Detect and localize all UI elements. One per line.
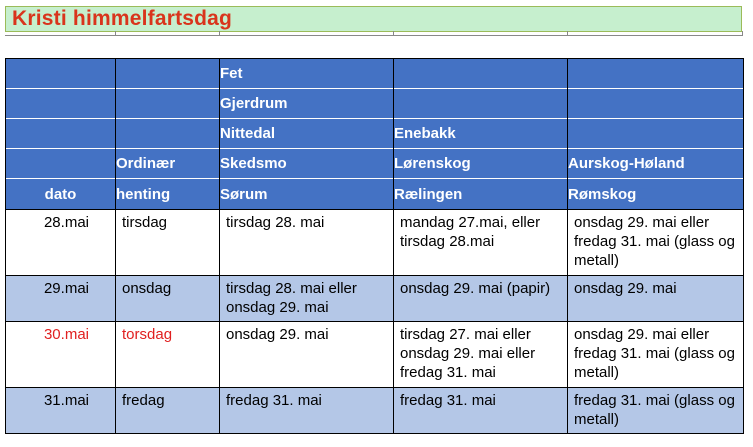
header-group3-item: Aurskog-Høland bbox=[562, 149, 743, 179]
table-row bbox=[6, 210, 744, 276]
header-group3-item: Rømskog bbox=[568, 185, 637, 203]
cell-group1: onsdag 29. mai bbox=[220, 322, 394, 388]
divider bbox=[115, 31, 116, 36]
cell-group2: fredag 31. mai bbox=[394, 388, 568, 434]
cell-group3: fredag 31. mai (glass og metall) bbox=[568, 388, 744, 434]
table-row bbox=[6, 276, 744, 322]
page-title: Kristi himmelfartsdag bbox=[12, 7, 233, 30]
cell-group2: onsdag 29. mai (papir) bbox=[394, 276, 568, 322]
header-group1-item: Sørum bbox=[220, 185, 268, 203]
cell-group3: onsdag 29. mai eller fredag 31. mai (glass og metall) bbox=[568, 210, 744, 276]
header-group3 bbox=[568, 59, 744, 210]
header-group1 bbox=[220, 59, 394, 210]
header-dato bbox=[6, 59, 116, 210]
cell-ordinaer: tirsdag bbox=[116, 210, 220, 276]
cell-group3: onsdag 29. mai bbox=[568, 276, 744, 322]
header-group1-item: Fet bbox=[214, 59, 393, 89]
header-group1-item: Gjerdrum bbox=[214, 89, 393, 119]
header-group2-item: Rælingen bbox=[394, 185, 463, 203]
cell-group2: tirsdag 27. mai eller onsdag 29. mai eller fredag 31. mai bbox=[394, 322, 568, 388]
cell-dato: 31.mai bbox=[6, 388, 116, 434]
cell-group1: tirsdag 28. mai bbox=[220, 210, 394, 276]
cell-dato: 28.mai bbox=[6, 210, 116, 276]
header-ordinaer bbox=[116, 59, 220, 210]
cell-dato: 29.mai bbox=[6, 276, 116, 322]
cell-ordinaer: fredag bbox=[116, 388, 220, 434]
header-group1-item: Skedsmo bbox=[214, 149, 393, 179]
header-dato-label: dato bbox=[44, 185, 77, 203]
table-row bbox=[6, 322, 744, 388]
divider bbox=[219, 31, 220, 36]
header-group2 bbox=[394, 59, 568, 210]
header-row bbox=[6, 59, 744, 210]
divider bbox=[393, 31, 394, 36]
header-ordinaer-line2: henting bbox=[116, 185, 171, 203]
divider bbox=[567, 31, 568, 36]
cell-dato: 30.mai bbox=[6, 322, 116, 388]
cell-ordinaer: onsdag bbox=[116, 276, 220, 322]
table-row bbox=[6, 388, 744, 434]
schedule-table bbox=[5, 58, 744, 434]
header-ordinaer-line1: Ordinær bbox=[110, 149, 219, 179]
divider bbox=[742, 31, 743, 36]
cell-group1: tirsdag 28. mai eller onsdag 29. mai bbox=[220, 276, 394, 322]
cell-group1: fredag 31. mai bbox=[220, 388, 394, 434]
header-group2-item: Lørenskog bbox=[388, 149, 567, 179]
title-bar bbox=[5, 6, 742, 32]
header-group1-item: Nittedal bbox=[214, 119, 393, 149]
header-group2-item: Enebakk bbox=[388, 119, 567, 149]
cell-group2: mandag 27.mai, eller tirsdag 28.mai bbox=[394, 210, 568, 276]
cell-group3: onsdag 29. mai eller fredag 31. mai (glass og metall) bbox=[568, 322, 744, 388]
cell-ordinaer: torsdag bbox=[116, 322, 220, 388]
